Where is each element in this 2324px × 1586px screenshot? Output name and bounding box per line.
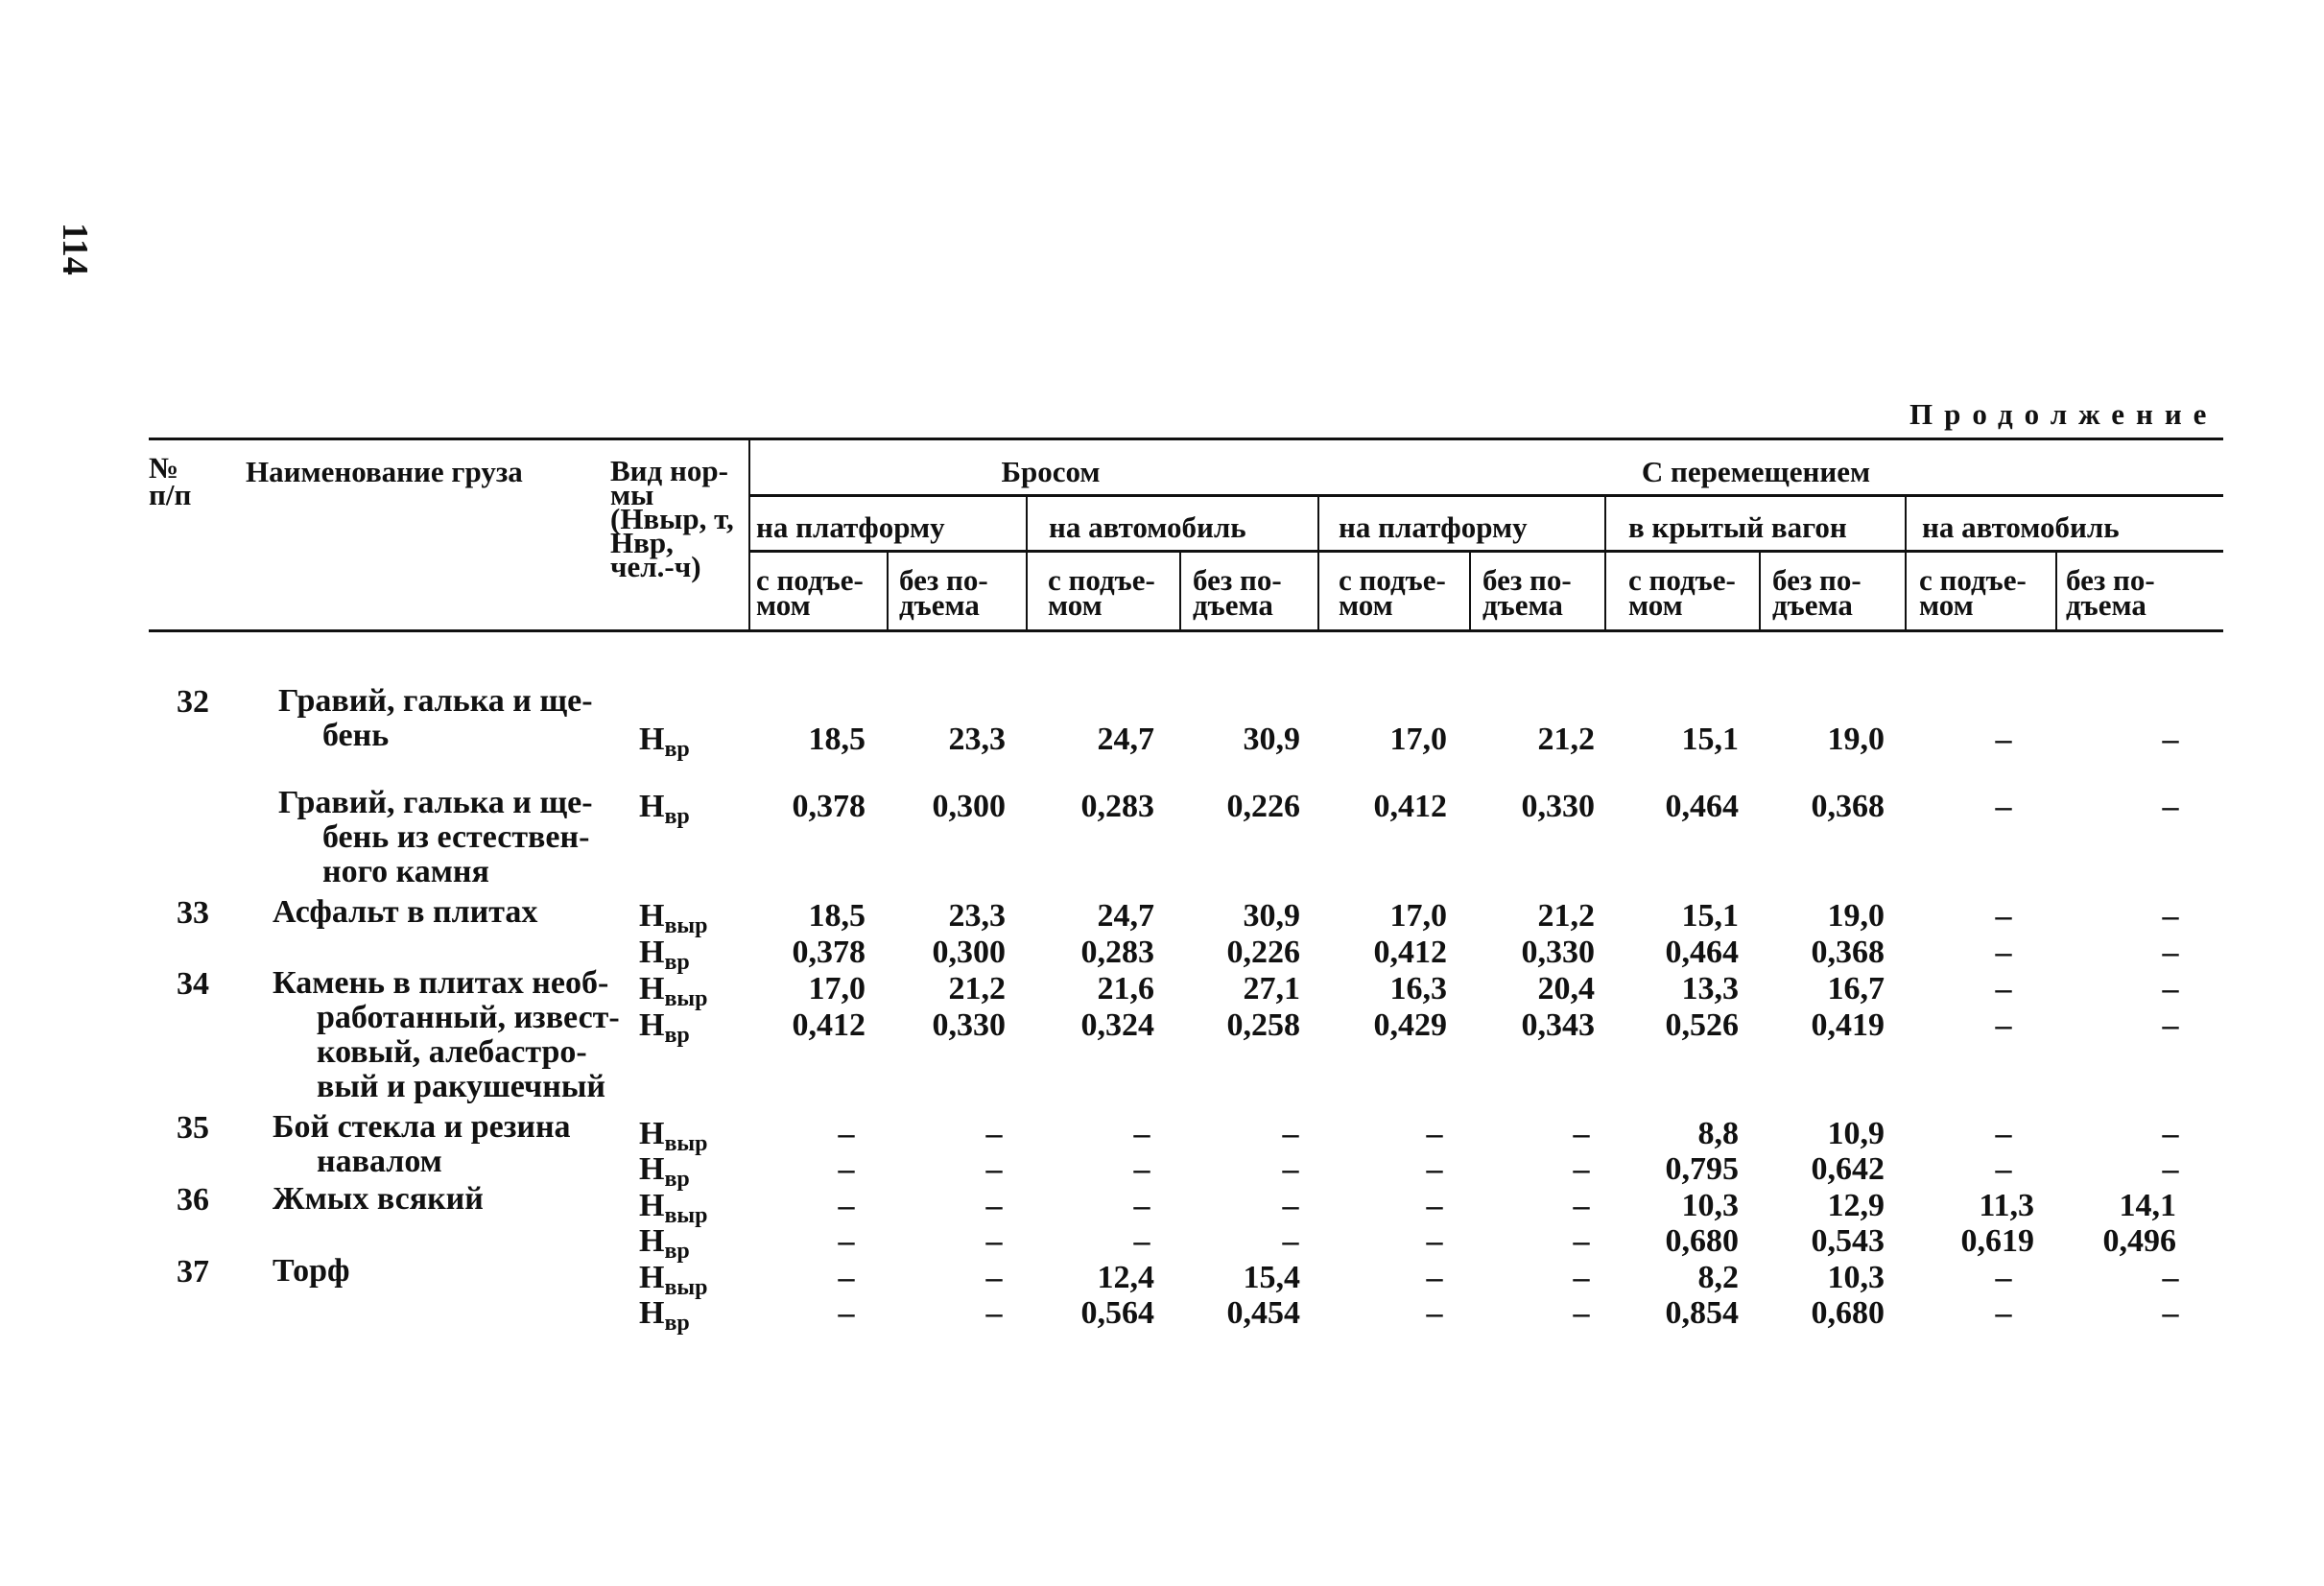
table-cell-value: –: [1573, 1188, 1590, 1223]
table-cell-value: 16,3: [1389, 971, 1447, 1006]
norm-type-label: $Н_{выр}$: [639, 898, 708, 938]
table-cell-value: –: [838, 1295, 855, 1331]
table-cell-value: –: [1282, 1116, 1299, 1151]
table-cell-value: –: [1995, 789, 2012, 824]
table-cell-value: –: [985, 1151, 1003, 1187]
table-cell-value: 0,378: [792, 789, 866, 824]
table-cell-value: 16,7: [1827, 971, 1885, 1006]
table-cell-value: 12,9: [1827, 1188, 1885, 1223]
table-cell-value: 0,378: [792, 935, 866, 970]
table-cell-value: –: [1995, 1007, 2012, 1043]
header-divider: [1179, 550, 1181, 630]
header-col-no-lift: без по- дъема: [1193, 563, 1282, 622]
table-cell-value: –: [1995, 1295, 2012, 1331]
table-cell-value: –: [838, 1223, 855, 1259]
table-cell-value: 0,412: [1373, 935, 1447, 970]
header-sub-auto-2: на автомобиль: [1922, 510, 2120, 544]
continued-label: Продолжение: [1909, 397, 2218, 431]
header-sub-platform-2: на платформу: [1339, 510, 1528, 544]
header-num: № п/п: [149, 451, 192, 511]
table-cell-value: 8,2: [1697, 1260, 1739, 1295]
norm-type-label: $Н_{выр}$: [639, 1260, 708, 1300]
table-cell-value: –: [1133, 1188, 1150, 1223]
table-cell-value: –: [838, 1151, 855, 1187]
table-cell-value: –: [1282, 1223, 1299, 1259]
table-cell-value: –: [1426, 1151, 1443, 1187]
table-cell-value: 10,3: [1827, 1260, 1885, 1295]
table-cell-value: 0,283: [1080, 935, 1154, 970]
table-top-rule: [149, 438, 2223, 440]
table-cell-value: 15,4: [1243, 1260, 1300, 1295]
table-cell-value: 23,3: [948, 898, 1006, 934]
row-number: 36: [177, 1182, 209, 1218]
norm-type-label: $Н_{вр}$: [639, 1223, 690, 1264]
table-cell-value: –: [1573, 1151, 1590, 1187]
table-cell-value: 17,0: [808, 971, 866, 1006]
header-col-with-lift: с подъе- мом: [1048, 563, 1155, 622]
table-cell-value: 0,330: [932, 1007, 1006, 1043]
table-cell-value: 0,368: [1811, 789, 1885, 824]
table-cell-value: –: [985, 1223, 1003, 1259]
table-cell-value: –: [1995, 722, 2012, 757]
table-cell-value: –: [1282, 1188, 1299, 1223]
subgroup-rule: [748, 550, 2223, 553]
table-cell-value: –: [2162, 789, 2179, 824]
table-cell-value: 0,454: [1226, 1295, 1300, 1331]
table-cell-value: –: [985, 1295, 1003, 1331]
norm-type-label: $Н_{вр}$: [639, 935, 690, 975]
table-cell-value: 19,0: [1827, 898, 1885, 934]
table-cell-value: 0,526: [1665, 1007, 1739, 1043]
table-cell-value: –: [1995, 935, 2012, 970]
table-cell-value: 17,0: [1389, 898, 1447, 934]
table-cell-value: 21,2: [948, 971, 1006, 1006]
header-col-no-lift: без по- дъема: [1772, 563, 1862, 622]
table-cell-value: 10,9: [1827, 1116, 1885, 1151]
norm-type-label: $Н_{выр}$: [639, 1188, 708, 1228]
table-cell-value: –: [1282, 1151, 1299, 1187]
table-cell-value: 21,2: [1537, 898, 1595, 934]
header-col-no-lift: без по- дъема: [2066, 563, 2155, 622]
table-cell-value: –: [2162, 722, 2179, 757]
table-cell-value: –: [1995, 971, 2012, 1006]
table-cell-value: 0,795: [1665, 1151, 1739, 1187]
table-cell-value: 0,330: [1521, 935, 1595, 970]
table-cell-value: 0,412: [792, 1007, 866, 1043]
header-sub-wagon: в крытый вагон: [1628, 510, 1847, 544]
table-cell-value: –: [2162, 971, 2179, 1006]
page-number: 114: [55, 223, 95, 275]
table-cell-value: 0,368: [1811, 935, 1885, 970]
table-cell-value: –: [1995, 898, 2012, 934]
norm-type-label: $Н_{вр}$: [639, 1295, 690, 1336]
table-cell-value: 0,300: [932, 935, 1006, 970]
table-cell-value: –: [838, 1116, 855, 1151]
header-divider: [1759, 550, 1761, 630]
norm-type-label: $Н_{вр}$: [639, 789, 690, 829]
header-divider: [1604, 494, 1606, 630]
table-cell-value: –: [1426, 1223, 1443, 1259]
norm-type-label: $Н_{вр}$: [639, 1151, 690, 1192]
table-cell-value: –: [1426, 1116, 1443, 1151]
table-cell-value: 17,0: [1389, 722, 1447, 757]
header-col-no-lift: без по- дъема: [899, 563, 988, 622]
header-cargo-name: Наименование груза: [246, 455, 523, 488]
table-cell-value: –: [985, 1260, 1003, 1295]
table-cell-value: 0,324: [1080, 1007, 1154, 1043]
table-cell-value: –: [1426, 1295, 1443, 1331]
table-cell-value: 8,8: [1697, 1116, 1739, 1151]
table-cell-value: 21,6: [1097, 971, 1154, 1006]
table-cell-value: –: [838, 1188, 855, 1223]
table-cell-value: 18,5: [808, 722, 866, 757]
table-cell-value: –: [1426, 1188, 1443, 1223]
table-cell-value: 30,9: [1243, 898, 1300, 934]
table-cell-value: 23,3: [948, 722, 1006, 757]
table-cell-value: –: [1573, 1116, 1590, 1151]
header-divider: [1905, 494, 1907, 630]
table-cell-value: 27,1: [1243, 971, 1300, 1006]
table-cell-value: 0,330: [1521, 789, 1595, 824]
table-cell-value: 14,1: [2119, 1188, 2176, 1223]
norm-type-label: $Н_{вр}$: [639, 1007, 690, 1048]
row-number: 32: [177, 684, 209, 720]
row-number: 37: [177, 1254, 209, 1290]
header-col-with-lift: с подъе- мом: [1339, 563, 1446, 622]
header-col-no-lift: без по- дъема: [1482, 563, 1572, 622]
table-cell-value: 0,226: [1226, 935, 1300, 970]
header-sub-platform-1: на платформу: [756, 510, 945, 544]
table-cell-value: 0,258: [1226, 1007, 1300, 1043]
table-cell-value: –: [985, 1116, 1003, 1151]
table-cell-value: –: [1573, 1295, 1590, 1331]
table-cell-value: 0,419: [1811, 1007, 1885, 1043]
table-cell-value: –: [2162, 1260, 2179, 1295]
table-cell-value: 0,680: [1665, 1223, 1739, 1259]
header-group-move: С перемещением: [1641, 455, 1871, 488]
table-cell-value: 0,854: [1665, 1295, 1739, 1331]
table-cell-value: 0,283: [1080, 789, 1154, 824]
table-cell-value: 0,412: [1373, 789, 1447, 824]
header-norm-type: Вид нор- мы (Нвыр, т, Нвр, чел.-ч): [610, 454, 734, 583]
table-cell-value: 12,4: [1097, 1260, 1154, 1295]
header-col-with-lift: с подъе- мом: [1919, 563, 2027, 622]
table-cell-value: 0,429: [1373, 1007, 1447, 1043]
table-cell-value: 0,464: [1665, 935, 1739, 970]
table-cell-value: –: [2162, 1295, 2179, 1331]
header-col-with-lift: с подъе- мом: [1628, 563, 1736, 622]
table-cell-value: 21,2: [1537, 722, 1595, 757]
table-cell-value: –: [1573, 1260, 1590, 1295]
table-cell-value: –: [2162, 898, 2179, 934]
table-cell-value: 0,226: [1226, 789, 1300, 824]
table-cell-value: 20,4: [1537, 971, 1595, 1006]
table-cell-value: 0,496: [2102, 1223, 2176, 1259]
table-cell-value: –: [2162, 935, 2179, 970]
header-group-throw: Бросом: [1001, 455, 1101, 488]
table-cell-value: –: [1995, 1260, 2012, 1295]
header-divider: [887, 550, 889, 630]
header-bottom-rule: [149, 629, 2223, 632]
row-number: 34: [177, 966, 209, 1002]
table-cell-value: –: [2162, 1116, 2179, 1151]
table-cell-value: –: [838, 1260, 855, 1295]
table-cell-value: 10,3: [1681, 1188, 1739, 1223]
table-cell-value: –: [1133, 1151, 1150, 1187]
table-cell-value: –: [2162, 1007, 2179, 1043]
table-cell-value: 30,9: [1243, 722, 1300, 757]
table-cell-value: 13,3: [1681, 971, 1739, 1006]
row-number: 33: [177, 895, 209, 931]
norm-type-label: $Н_{выр}$: [639, 1116, 708, 1156]
table-cell-value: –: [1995, 1116, 2012, 1151]
table-cell-value: 19,0: [1827, 722, 1885, 757]
header-col-with-lift: с подъе- мом: [756, 563, 864, 622]
header-sub-auto-1: на автомобиль: [1049, 510, 1246, 544]
norm-type-label: $Н_{выр}$: [639, 971, 708, 1011]
header-divider: [1026, 494, 1028, 630]
table-cell-value: 0,543: [1811, 1223, 1885, 1259]
table-cell-value: 24,7: [1097, 898, 1154, 934]
norm-type-label: $Н_{вр}$: [639, 722, 690, 762]
table-cell-value: 0,464: [1665, 789, 1739, 824]
header-divider: [2055, 550, 2057, 630]
table-cell-value: –: [1995, 1151, 2012, 1187]
table-cell-value: 0,680: [1811, 1295, 1885, 1331]
table-cell-value: 18,5: [808, 898, 866, 934]
table-cell-value: 0,300: [932, 789, 1006, 824]
row-number: 35: [177, 1110, 209, 1146]
table-cell-value: –: [1133, 1223, 1150, 1259]
header-divider: [1469, 550, 1471, 630]
table-cell-value: –: [1133, 1116, 1150, 1151]
table-cell-value: 0,564: [1080, 1295, 1154, 1331]
table-cell-value: 15,1: [1681, 898, 1739, 934]
table-cell-value: –: [985, 1188, 1003, 1223]
table-cell-value: 24,7: [1097, 722, 1154, 757]
table-cell-value: 0,642: [1811, 1151, 1885, 1187]
table-cell-value: –: [2162, 1151, 2179, 1187]
table-cell-value: 11,3: [1979, 1188, 2034, 1223]
table-cell-value: 15,1: [1681, 722, 1739, 757]
table-cell-value: 0,343: [1521, 1007, 1595, 1043]
group-rule: [748, 494, 2223, 497]
table-cell-value: –: [1426, 1260, 1443, 1295]
table-cell-value: 0,619: [1960, 1223, 2034, 1259]
table-cell-value: –: [1573, 1223, 1590, 1259]
header-divider: [1317, 494, 1319, 630]
